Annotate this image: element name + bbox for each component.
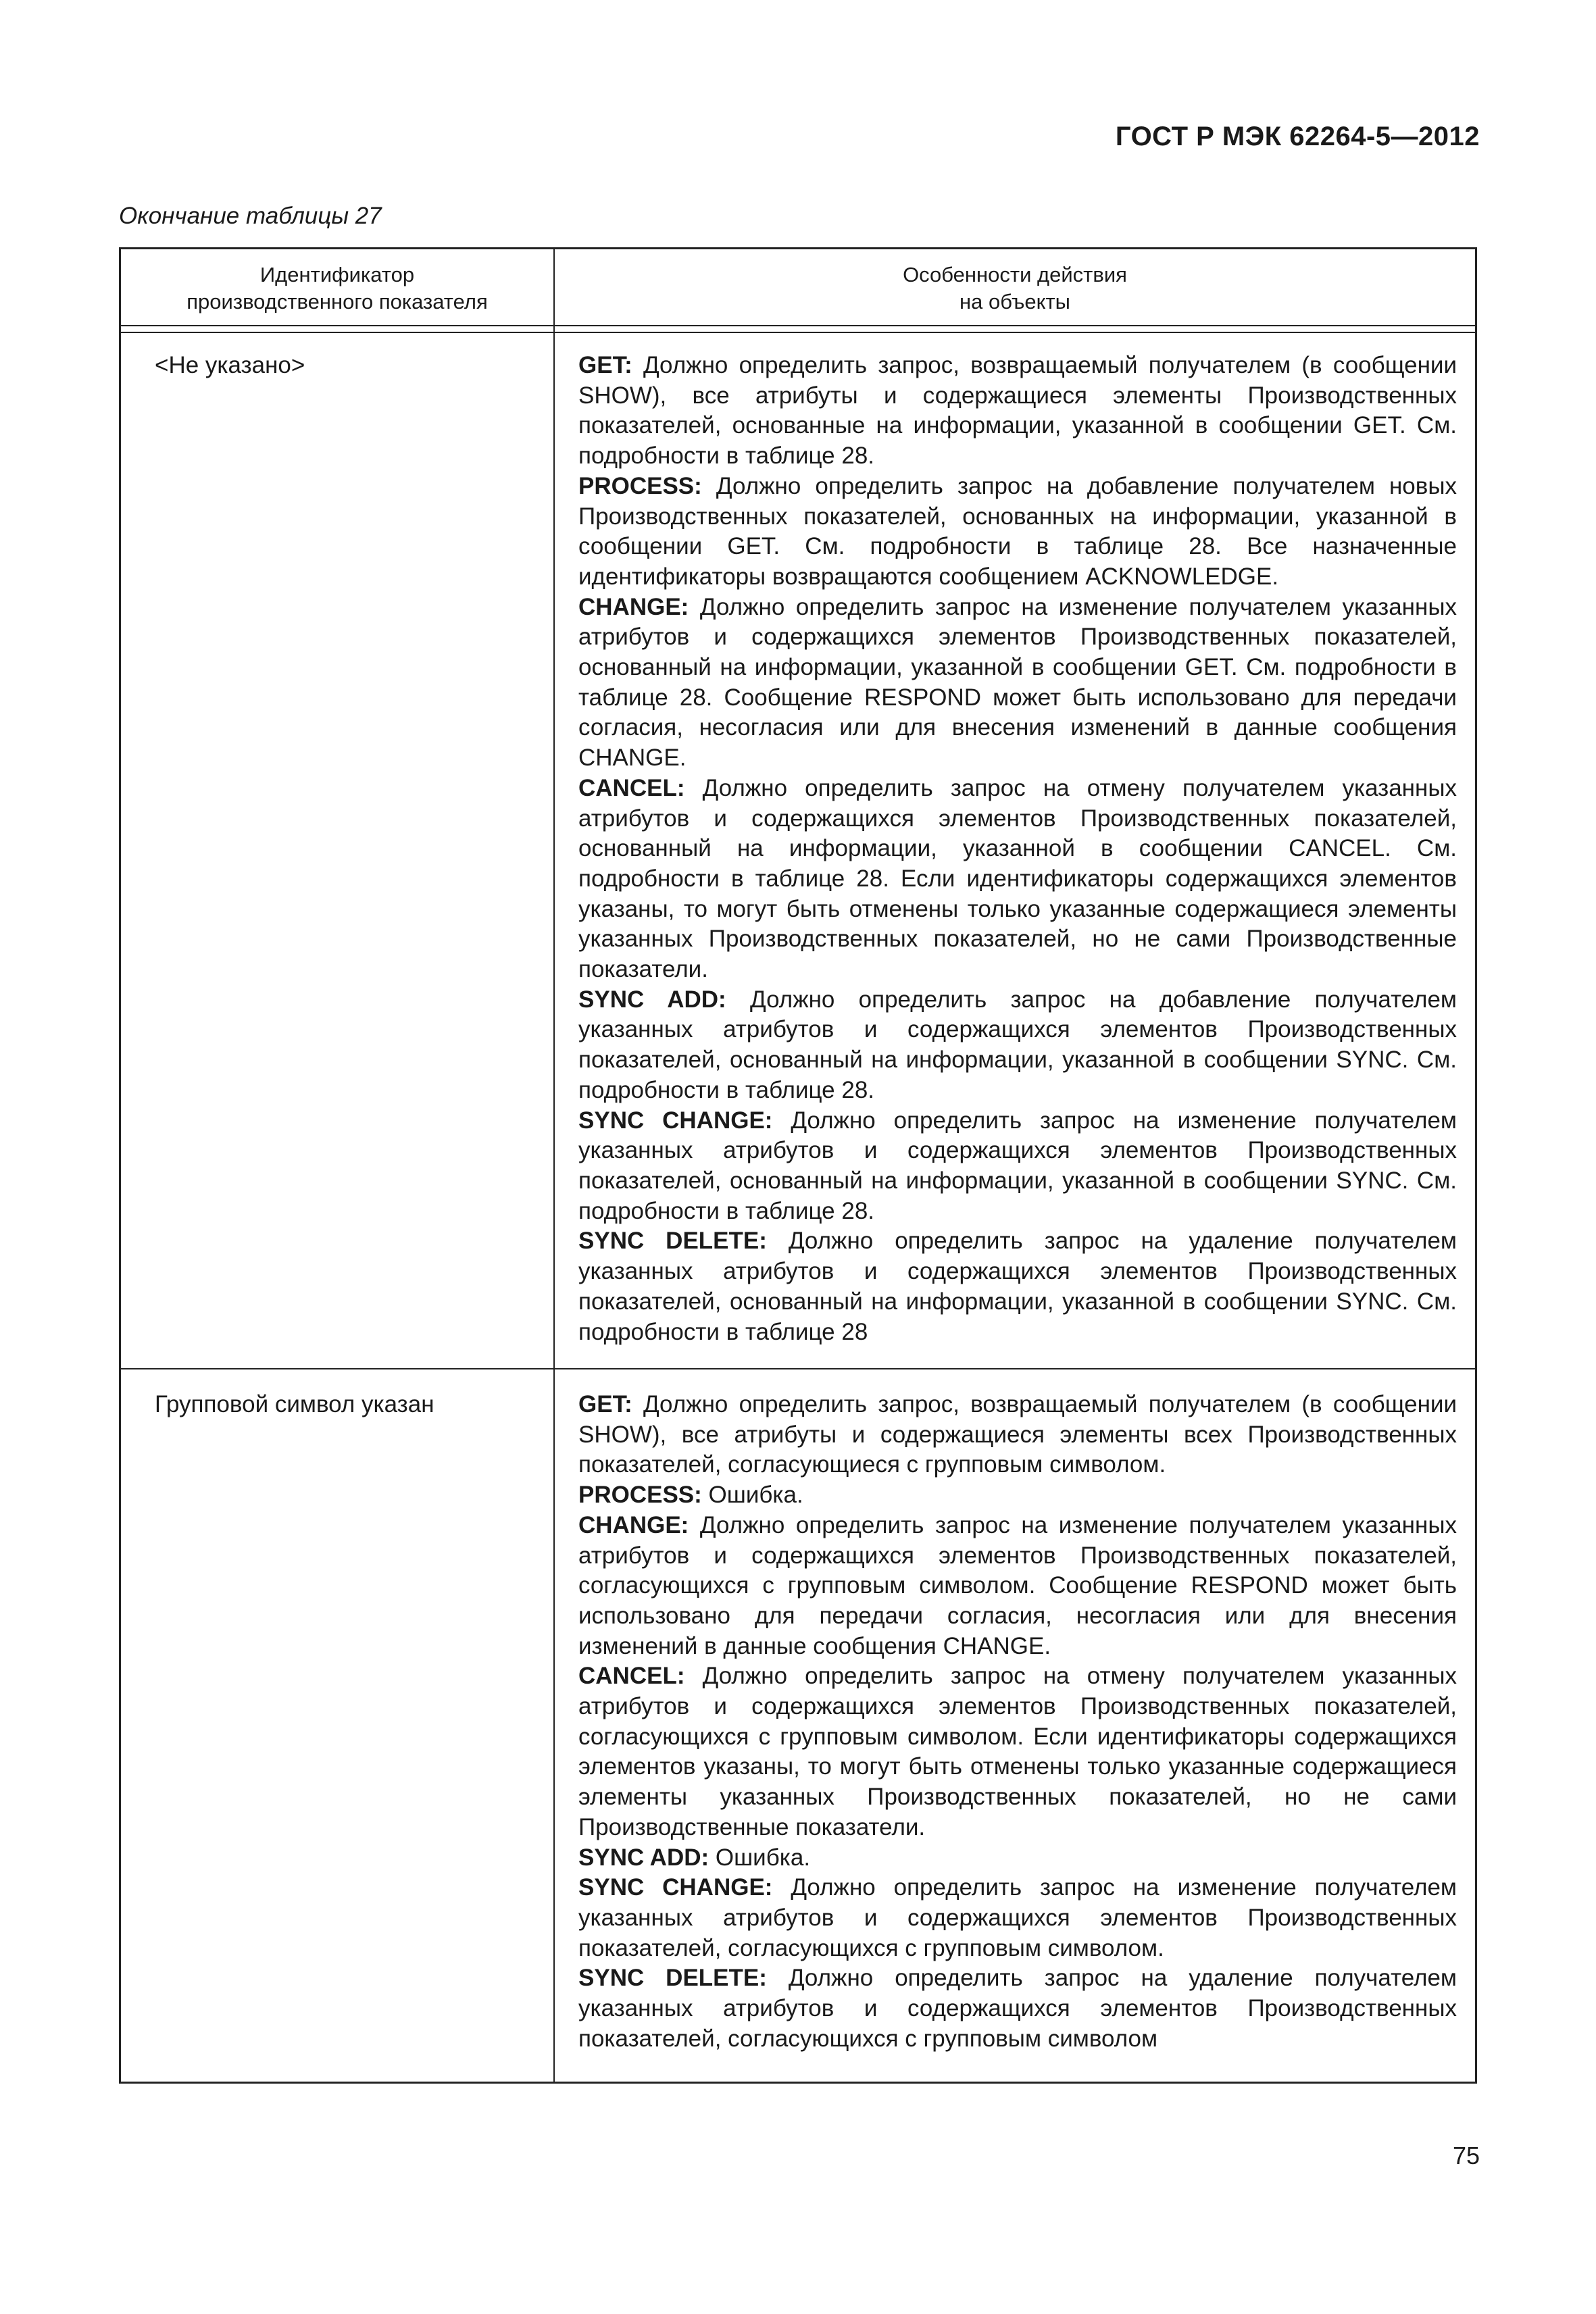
- action-name: SYNC DELETE:: [578, 1228, 767, 1255]
- row-identifier: <Не указано>: [155, 352, 305, 378]
- action-name: PROCESS:: [578, 472, 702, 499]
- action-entry: [578, 1873, 1457, 1963]
- table-caption: Окончание таблицы 27: [119, 203, 382, 229]
- action-description: Должно определить запрос, возвращаемый получателем (в сообщении SHOW), все атрибуты и содержащиеся элементы всех Производственных показателей, согласующиеся с групповым символом.: [578, 1391, 1457, 1478]
- action-entry: [578, 1106, 1457, 1227]
- action-entry: [578, 1390, 1457, 1480]
- action-name: SYNC CHANGE:: [578, 1107, 773, 1134]
- action-name: GET:: [578, 1391, 632, 1417]
- action-description: Должно определить запрос на добавление получателем новых Производственных показателей, основанных на информации, указанной в сообщении GET. См. подробности в таблице 28. Все назначенные идентификаторы возвращаются сообщением ACKNOWLEDGE.: [578, 472, 1457, 590]
- action-description: Должно определить запрос на удаление получателем указанных атрибутов и содержащихся элементов Производственных показателей, согласующихся с групповым символом: [578, 1965, 1457, 2052]
- row-separator: [121, 1368, 1475, 1369]
- action-description: Должно определить запрос на изменение получателем указанных атрибутов и содержащихся элементов Производственных показателей, согласующихся с групповым символом. Сообщение RESPOND может быть использовано для передачи согласия, несогласия или для внесения изменений в данные сообщения CHANGE.: [578, 1511, 1457, 1659]
- action-name: CANCEL:: [578, 1663, 685, 1690]
- action-entry: [578, 593, 1457, 774]
- action-entry: [578, 1480, 1457, 1511]
- action-entry: [578, 774, 1457, 985]
- document-standard-header: ГОСТ Р МЭК 62264-5—2012: [1115, 122, 1480, 151]
- action-name: SYNC DELETE:: [578, 1965, 767, 1992]
- actions-table: [119, 247, 1477, 2084]
- row-actions: [578, 351, 1457, 1347]
- column-header-actions-line-1: Особенности действия: [903, 263, 1127, 286]
- action-description: Должно определить запрос на изменение получателем указанных атрибутов и содержащихся элементов Производственных показателей, согласующихся с групповым символом.: [578, 1874, 1457, 1961]
- action-name: PROCESS:: [578, 1482, 702, 1509]
- column-header-actions-line-2: на объекты: [959, 290, 1070, 313]
- action-name: CHANGE:: [578, 1511, 689, 1538]
- action-name: CHANGE:: [578, 593, 689, 620]
- action-name: SYNC ADD:: [578, 986, 726, 1013]
- action-description: Должно определить запрос на изменение получателем указанных атрибутов и содержащихся элементов Производственных показателей, основанный на информации, указанной в сообщении SYNC. См. подробности в таблице 28.: [578, 1107, 1457, 1224]
- action-entry: [578, 351, 1457, 472]
- action-name: GET:: [578, 352, 632, 378]
- action-entry: [578, 1963, 1457, 2054]
- column-header-identifier: [121, 261, 553, 316]
- page-number: 75: [1452, 2142, 1480, 2169]
- action-description: Должно определить запрос на отмену получателем указанных атрибутов и содержащихся элементов Производственных показателей, согласующихся с групповым символом. Если идентификаторы содержащихся элементов указаны, то могут быть отменены только указанные содержащиеся элементы указанных Производственных показателей, но не сами Производственные показатели.: [578, 1663, 1457, 1840]
- action-description: Должно определить запрос, возвращаемый получателем (в сообщении SHOW), все атрибуты и содержащиеся элементы Производственных показателей, основанные на информации, указанной в сообщении GET. См. подробности в таблице 28.: [578, 352, 1457, 470]
- action-entry: [578, 1843, 1457, 1873]
- action-description: Должно определить запрос на изменение получателем указанных атрибутов и содержащихся элементов Производственных показателей, основанный на информации, указанной в сообщении GET. См. подробности в таблице 28. Сообщение RESPOND может быть использовано для передачи согласия, несогласия или для внесения изменений в данные сообщения CHANGE.: [578, 593, 1457, 772]
- row-actions: [578, 1390, 1457, 2054]
- action-description: Ошибка.: [709, 1844, 811, 1871]
- action-name: SYNC ADD:: [578, 1844, 709, 1871]
- action-entry: [578, 1511, 1457, 1662]
- action-entry: [578, 985, 1457, 1106]
- column-divider: [553, 249, 555, 2082]
- column-header-identifier-line-2: производственного показателя: [186, 290, 488, 313]
- action-name: SYNC CHANGE:: [578, 1874, 773, 1901]
- action-entry: [578, 472, 1457, 593]
- header-separator: [121, 325, 1475, 326]
- action-description: Ошибка.: [701, 1482, 803, 1509]
- action-name: CANCEL:: [578, 774, 685, 801]
- action-description: Должно определить запрос на добавление получателем указанных атрибутов и содержащихся элементов Производственных показателей, основанный на информации, указанной в сообщении SYNC. См. подробности в таблице 28.: [578, 986, 1457, 1103]
- row-identifier: Групповой символ указан: [155, 1391, 434, 1417]
- column-header-actions: [555, 261, 1475, 316]
- header-separator: [121, 332, 1475, 333]
- action-entry: [578, 1661, 1457, 1842]
- column-header-identifier-line-1: Идентификатор: [259, 263, 415, 286]
- action-entry: [578, 1226, 1457, 1347]
- action-description: Должно определить запрос на удаление получателем указанных атрибутов и содержащихся элементов Производственных показателей, основанный на информации, указанной в сообщении SYNC. См. подробности в таблице 28: [578, 1228, 1457, 1345]
- action-description: Должно определить запрос на отмену получателем указанных атрибутов и содержащихся элементов Производственных показателей, основанный на информации, указанной в сообщении CANCEL. См. подробности в таблице 28. Если идентификаторы содержащихся элементов указаны, то могут быть отменены только указанные содержащиеся элементы указанных Производственных показателей, но не сами Производственные показатели.: [578, 774, 1457, 983]
